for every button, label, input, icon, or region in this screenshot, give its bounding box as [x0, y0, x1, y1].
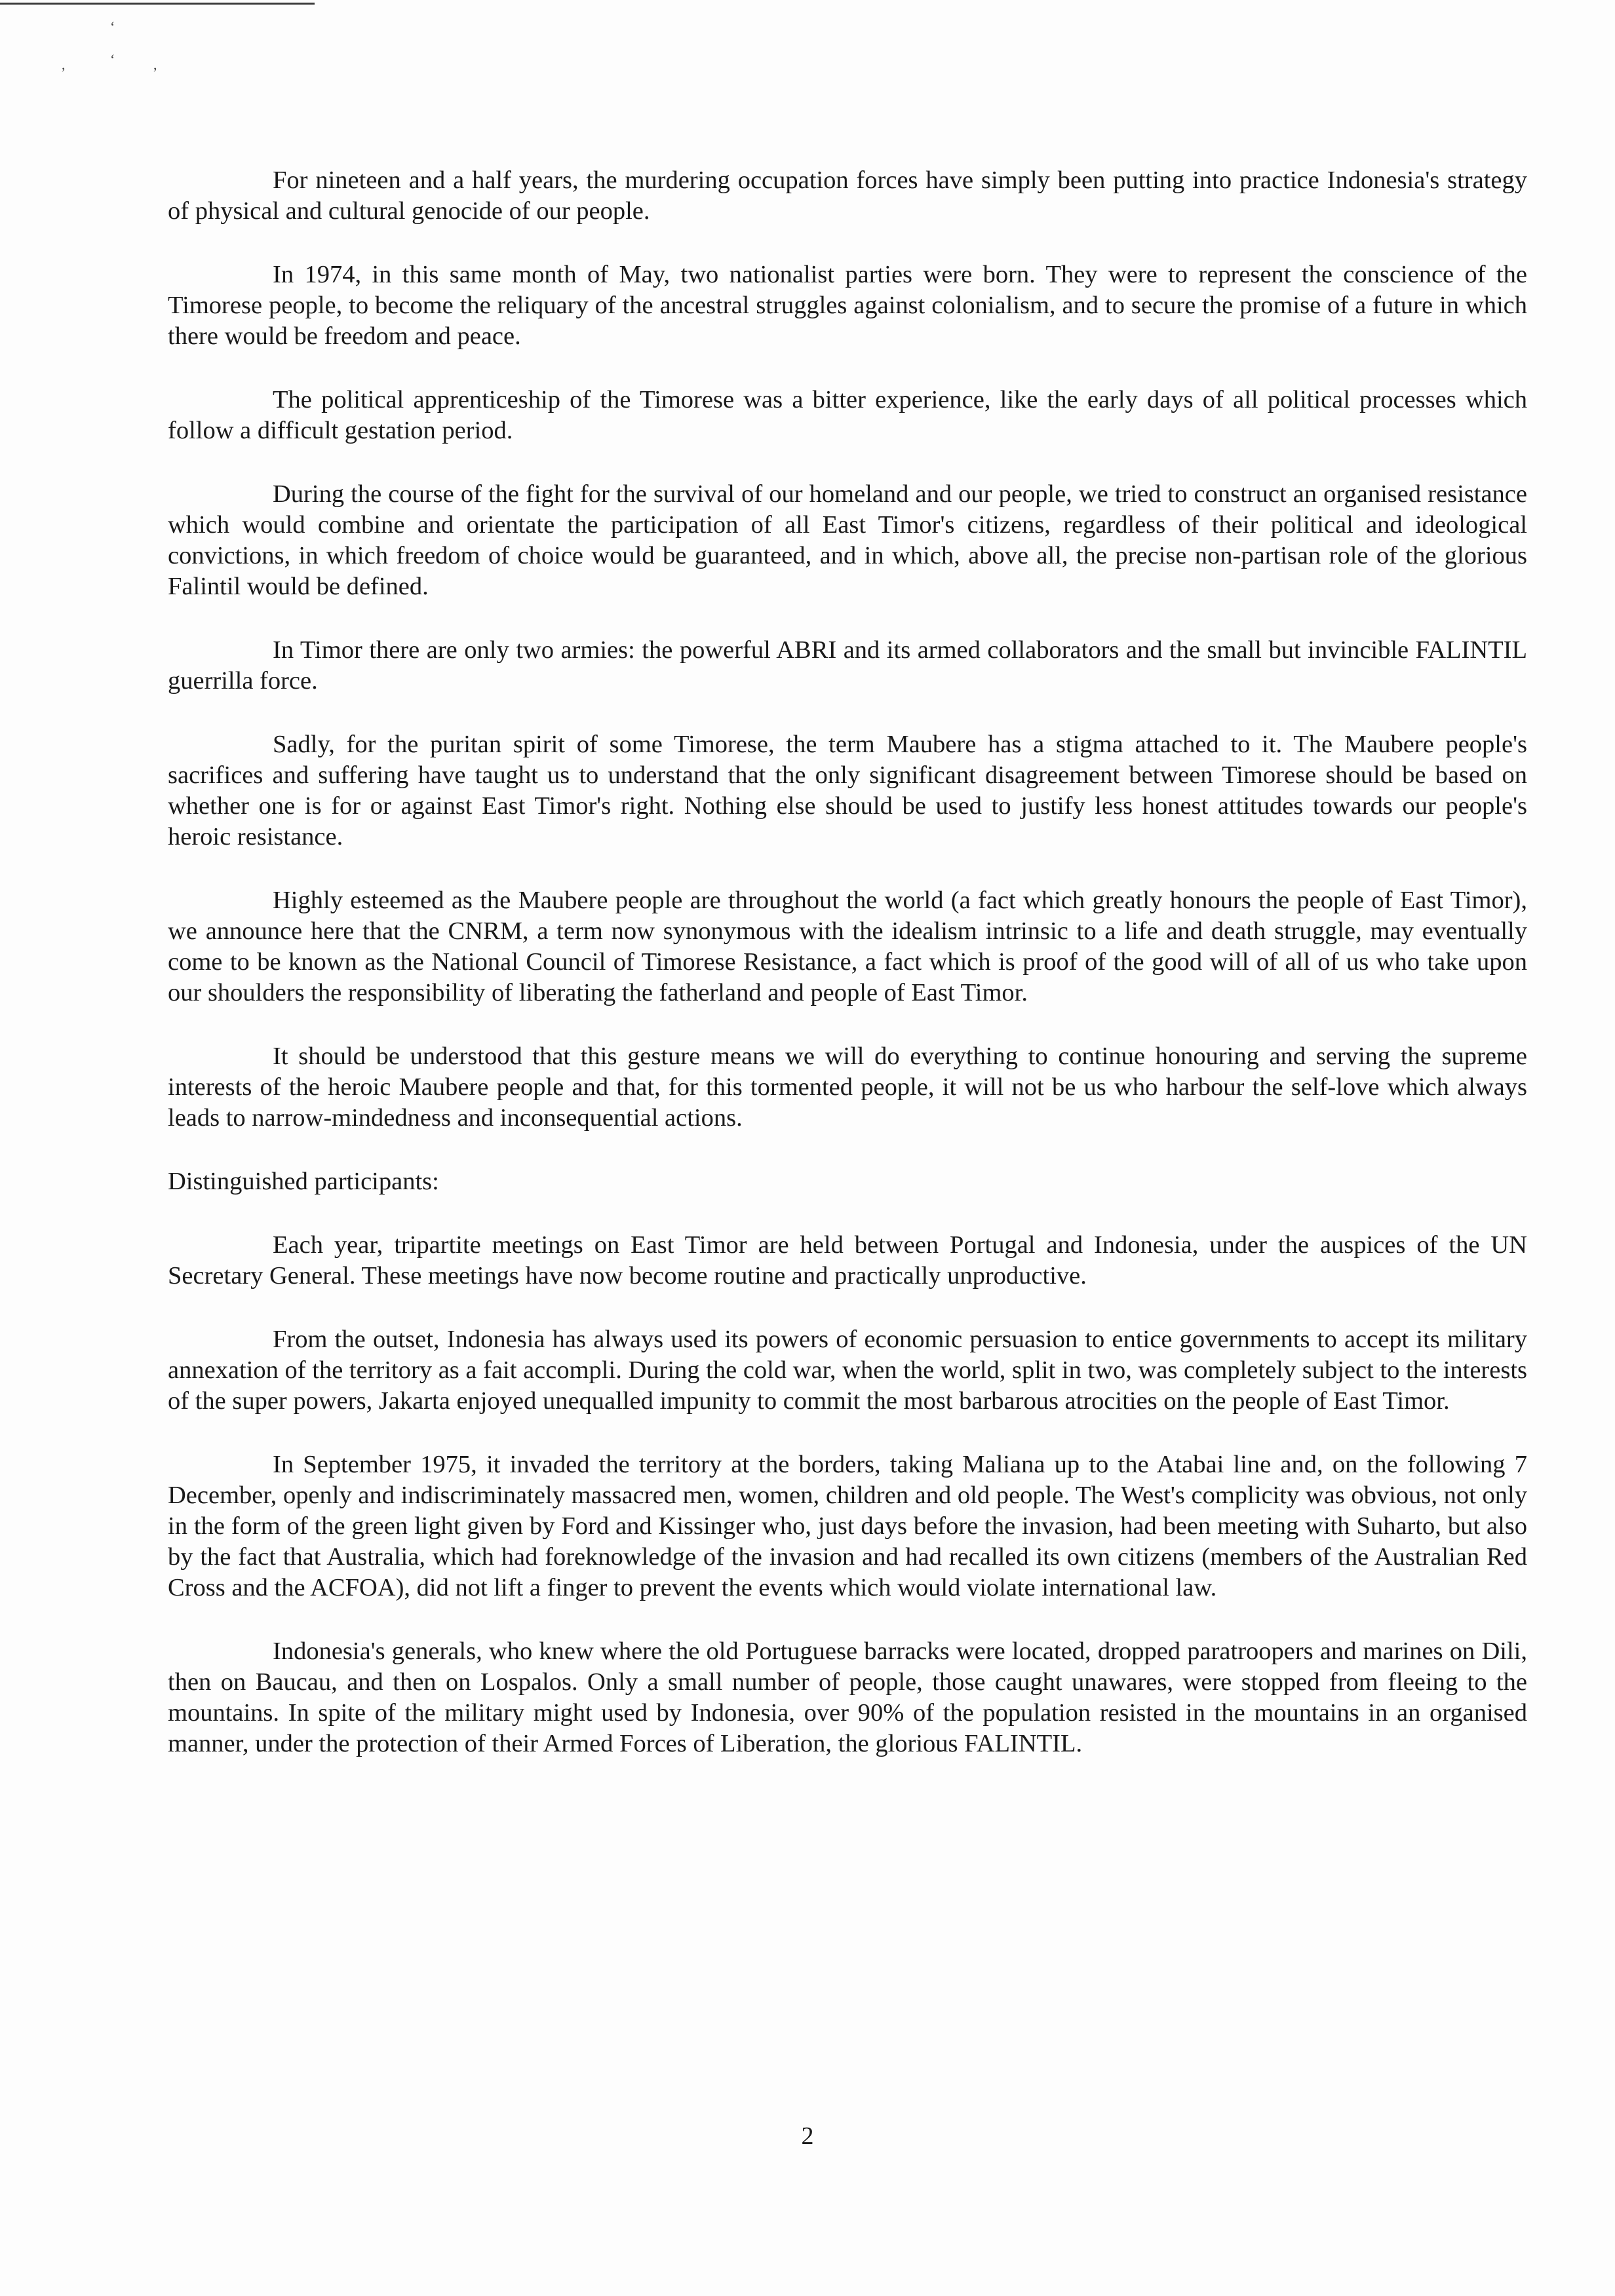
scan-artifact-line: [0, 3, 315, 5]
paragraph: In 1974, in this same month of May, two nationalist parties were born. They were to represent the conscience of the Timorese people, to become the reliquary of the ancestral struggles against colonialism, and to secure the promise of a future in which there would be freedom and peace.: [168, 261, 1527, 350]
salutation: Distinguished participants:: [168, 1168, 439, 1195]
paragraph: Highly esteemed as the Maubere people are throughout the world (a fact which greatly honours the people of East Timor), we announce here that the CNRM, a term now synonymous with the idealism intrinsic to a life and death struggle, may eventually come to be known as the National Council of Timorese Resistance, a fact which is proof of the good will of all of us who take upon our shoulders the responsibility of liberating the fatherland and people of East Timor.: [168, 887, 1527, 1006]
paragraph: The political apprenticeship of the Timorese was a bitter experience, like the early days of all political processes which follow a difficult gestation period.: [168, 386, 1527, 444]
document-body: [168, 165, 1527, 1792]
paragraph: During the course of the fight for the survival of our homeland and our people, we tried to construct an organised resistance which would combine and orientate the participation of all East Timor's citizens, regardless of their political and ideological convictions, in which freedom of choice would be guaranteed, and in which, above all, the precise non-partisan role of the glorious Falintil would be defined.: [168, 480, 1527, 600]
scan-speck: ,: [62, 56, 66, 73]
paragraph: Each year, tripartite meetings on East Timor are held between Portugal and Indonesia, under the auspices of the UN Secretary General. These meetings have now become routine and practically unproductive.: [168, 1231, 1527, 1290]
scan-speck: ‘: [110, 51, 115, 67]
scan-speck: ‘: [110, 18, 115, 35]
paragraph: It should be understood that this gesture means we will do everything to continue honouring and serving the supreme interests of the heroic Maubere people and that, for this tormented people, it will not be us who harbour the self-love which always leads to narrow-mindedness and inconsequential actions.: [168, 1043, 1527, 1132]
paragraph: For nineteen and a half years, the murdering occupation forces have simply been putting into practice Indonesia's strategy of physical and cultural genocide of our people.: [168, 166, 1527, 225]
paragraph: Indonesia's generals, who knew where the old Portuguese barracks were located, dropped paratroopers and marines on Dili, then on Baucau, and then on Lospalos. Only a small number of people, those caught unawares, were stopped from fleeing to the mountains. In spite of the military might used by Indonesia, over 90% of the population resisted in the mountains in an organised manner, under the protection of their Armed Forces of Liberation, the glorious FALINTIL.: [168, 1637, 1527, 1757]
paragraph: In Timor there are only two armies: the powerful ABRI and its armed collaborators and the small but invincible FALINTIL guerrilla force.: [168, 636, 1527, 695]
paragraph: In September 1975, it invaded the territory at the borders, taking Maliana up to the Atabai line and, on the following 7 December, openly and indiscriminately massacred men, women, children and old people. The West's complicity was obvious, not only in the form of the green light given by Ford and Kissinger who, just days before the invasion, had been meeting with Suharto, but also by the fact that Australia, which had foreknowledge of the invasion and had recalled its own citizens (members of the Australian Red Cross and the ACFOA), did not lift a finger to prevent the events which would violate international law.: [168, 1451, 1527, 1601]
scan-speck: ,: [153, 56, 157, 73]
paragraph: Sadly, for the puritan spirit of some Timorese, the term Maubere has a stigma attached to it. The Maubere people's sacrifices and suffering have taught us to understand that the only significant disagreement between Timorese should be based on whether one is for or against East Timor's right. Nothing else should be used to justify less honest attitudes towards our people's heroic resistance.: [168, 731, 1527, 851]
page-number: 2: [801, 2122, 814, 2150]
paragraph: From the outset, Indonesia has always used its powers of economic persuasion to entice governments to accept its military annexation of the territory as a fait accompli. During the cold war, when the world, split in two, was completely subject to the interests of the super powers, Jakarta enjoyed unequalled impunity to commit the most barbarous atrocities on the people of East Timor.: [168, 1326, 1527, 1415]
